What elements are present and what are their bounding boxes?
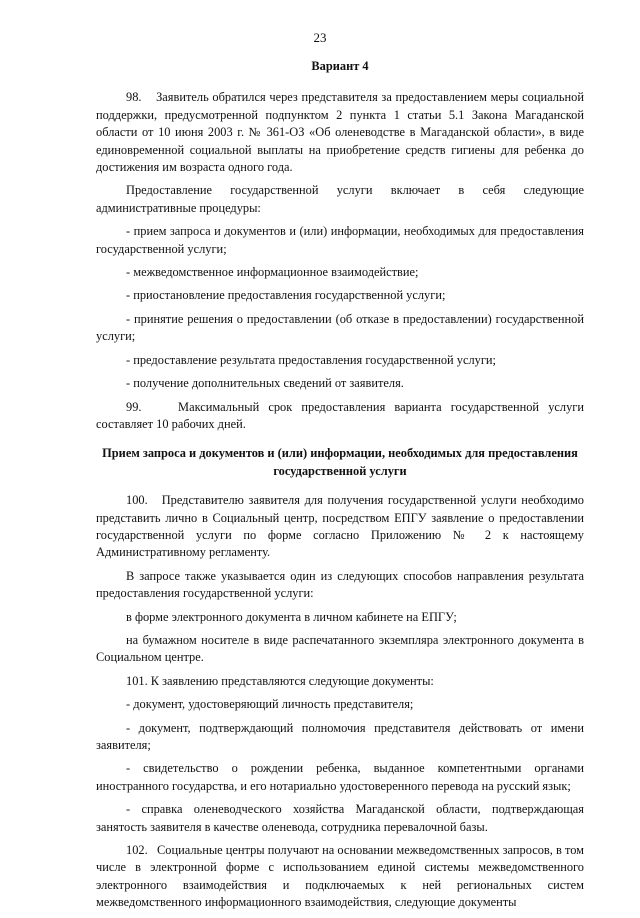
doc-item-identity: - документ, удостоверяющий личность представителя; [126,697,414,712]
list-item-additional-info: - получение дополнительных сведений от заявителя. [126,376,404,391]
section-heading: Прием запроса и документов и (или) информации, необходимых для предоставления государственной услуги [102,446,578,478]
paragraph-98: 98. Заявитель обратился через представителя за предоставлением меры социальной поддержки, предусмотренной подпунктом 2 пункта 1 статьи 5.1 Закона Магаданской области от 10 июня 2003 г. № 361-ОЗ «Об оленеводстве в Магаданской области», в виде единовременной социальной выплаты на приобретение средств гигиены для ребенка до достижения им возраста одного года. [96,90,584,175]
doc-item-employment-certificate: - справка оленеводческого хозяйства Магаданской области, подтверждающая занятость заявителя в качестве оленевода, сотрудника перевалочной базы. [96,802,584,834]
doc-item-birth-certificate: - свидетельство о рождении ребенка, выданное компетентными органами иностранного государства, и его нотариально удостоверенного перевода на русский язык; [96,761,584,793]
variant-heading: Вариант 4 [311,59,369,73]
list-item-request-reception: - прием запроса и документов и (или) информации, необходимых для предоставления государственной услуги; [96,224,584,256]
paragraph-101: 101. К заявлению представляются следующие документы: [126,673,434,688]
delivery-electronic: в форме электронного документа в личном кабинете на ЕПГУ; [126,609,457,624]
paragraph-102: 102. Социальные центры получают на основании межведомственных запросов, в том числе в электронной форме с использованием единой системы межведомственного электронного взаимодействия и подключаемых к ней региональных систем межведомственного информационного взаимодействия, следующие документы [96,843,584,910]
list-item-result: - предоставление результата предоставления государственной услуги; [126,352,496,367]
paragraph-99: 99. Максимальный срок предоставления варианта государственной услуги составляет 10 рабочих дней. [96,399,584,431]
paragraph-procedures-intro: Предоставление государственной услуги включает в себя следующие административные процедуры: [96,183,584,215]
document-body [96,58,584,918]
list-item-suspension: - приостановление предоставления государственной услуги; [126,288,446,303]
list-item-decision: - принятие решения о предоставлении (об отказе в предоставлении) государственной услуги; [96,311,584,344]
doc-item-authority: - документ, подтверждающий полномочия представителя действовать от имени заявителя; [96,720,584,752]
list-item-interagency: - межведомственное информационное взаимодействие; [126,265,419,280]
paragraph-delivery-method: В запросе также указывается один из следующих способов направления результата предоставления государственной услуги: [96,568,584,601]
delivery-paper: на бумажном носителе в виде распечатанного экземпляра электронного документа в Социальном центре. [96,632,584,665]
page-number: 23 [313,30,327,45]
paragraph-100: 100. Представителю заявителя для получения государственной услуги необходимо представить лично в Социальный центр, посредством ЕПГУ заявление о предоставлении государственной услуги по форме согласно Приложению № 2 к настоящему Административному регламенту. [96,493,584,560]
